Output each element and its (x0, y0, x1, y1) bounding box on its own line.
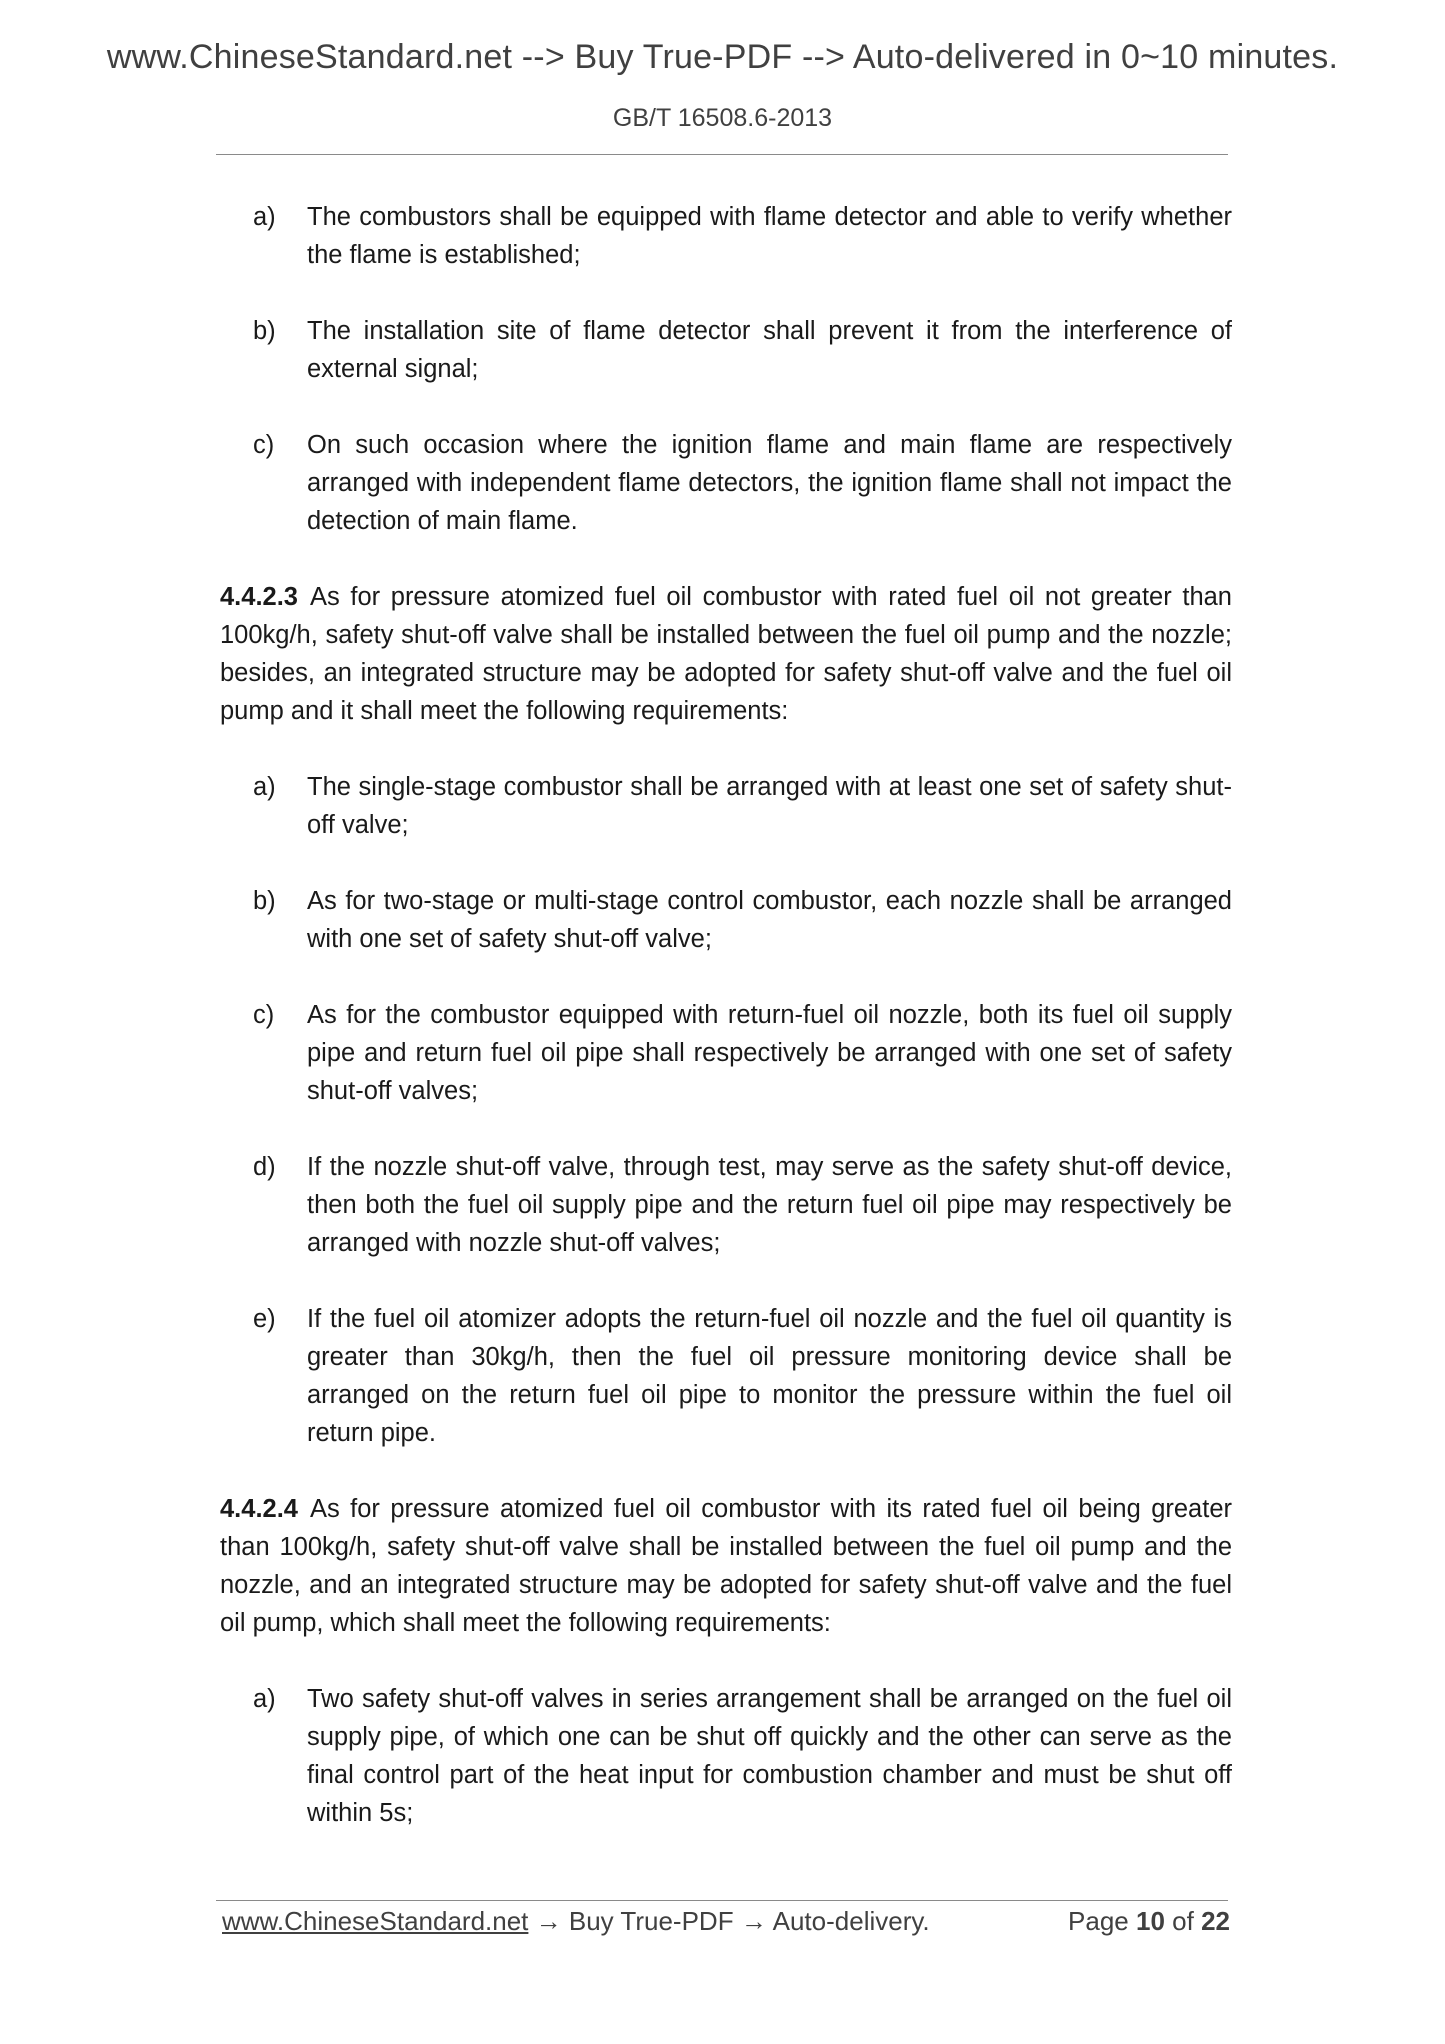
list-item (220, 882, 1232, 958)
clause-number: 4.4.2.4 (220, 1495, 298, 1523)
list-item (220, 426, 1232, 540)
footer-promo (222, 1906, 930, 1937)
site-banner: www.ChineseStandard.net --> Buy True-PDF --> Auto-delivered in 0~10 minutes. (106, 38, 1339, 76)
list-item (220, 1300, 1232, 1452)
document-id: GB/T 16508.6-2013 (612, 104, 833, 132)
clause-text: As for pressure atomized fuel oil combustor with rated fuel oil not greater than 100kg/h, safety shut-off valve shall be installed between the fuel oil pump and the nozzle; besides, an integrated structure may be adopted for safety shut-off valve and the fuel oil pump and it shall meet the following requirements: (220, 583, 1232, 725)
page-word: Page (1068, 1906, 1129, 1936)
clause-4-4-2-4 (220, 1490, 1232, 1642)
list-item-text: Two safety shut-off valves in series arrangement shall be arranged on the fuel oil supply pipe, of which one can be shut off quickly and the other can serve as the final control part of the heat input for combustion chamber and must be shut off within 5s; (307, 1685, 1232, 1827)
clause-number: 4.4.2.3 (220, 583, 298, 611)
list-item-label: a) (253, 773, 276, 801)
footer-buy-text: Buy True-PDF (568, 1906, 734, 1936)
list-item-label: b) (253, 887, 276, 915)
list-item-label: d) (253, 1153, 276, 1181)
list-item (220, 198, 1232, 274)
list-item-text: If the fuel oil atomizer adopts the return-fuel oil nozzle and the fuel oil quantity is greater than 30kg/h, then the fuel oil pressure monitoring device shall be arranged on the return fuel oil pipe to monitor the pressure within the fuel oil return pipe. (307, 1305, 1232, 1447)
list-item (220, 768, 1232, 844)
clause-4-4-2-3 (220, 578, 1232, 730)
page-total: 22 (1201, 1906, 1230, 1936)
list-item-label: b) (253, 317, 276, 345)
list-item-text: If the nozzle shut-off valve, through test, may serve as the safety shut-off device, then both the fuel oil supply pipe and the return fuel oil pipe may respectively be arranged with nozzle shut-off valves; (307, 1153, 1232, 1257)
header-divider (216, 154, 1228, 155)
list-item-label: e) (253, 1305, 276, 1333)
list-item-text: The single-stage combustor shall be arranged with at least one set of safety shut-off valve; (307, 773, 1232, 839)
arrow-right-icon: → (535, 1906, 562, 1936)
page-current: 10 (1136, 1906, 1165, 1936)
clause-text: As for pressure atomized fuel oil combustor with its rated fuel oil being greater than 100kg/h, safety shut-off valve shall be installed between the fuel oil pump and the nozzle, and an integrated structure may be adopted for safety shut-off valve and the fuel oil pump, which shall meet the following requirements: (220, 1495, 1232, 1637)
footer-divider (216, 1900, 1228, 1901)
list-item (220, 1148, 1232, 1262)
list-item (220, 1680, 1232, 1832)
footer-auto-text: Auto-delivery. (772, 1906, 930, 1936)
list-item-text: On such occasion where the ignition flame and main flame are respectively arranged with independent flame detectors, the ignition flame shall not impact the detection of main flame. (307, 431, 1232, 535)
footer-site-link[interactable]: www.ChineseStandard.net (222, 1906, 529, 1936)
of-word: of (1172, 1906, 1194, 1936)
list-item-text: The combustors shall be equipped with flame detector and able to verify whether the flame is established; (307, 203, 1232, 269)
page-number (1068, 1906, 1230, 1937)
arrow-right-icon: → (740, 1906, 767, 1936)
list-item (220, 996, 1232, 1110)
list-item-label: a) (253, 203, 276, 231)
list-item-text: The installation site of flame detector shall prevent it from the interference of external signal; (307, 317, 1232, 383)
list-item-label: c) (253, 1001, 275, 1029)
list-item-text: As for two-stage or multi-stage control combustor, each nozzle shall be arranged with one set of safety shut-off valve; (307, 887, 1232, 953)
list-item-label: c) (253, 431, 275, 459)
list-item-text: As for the combustor equipped with return-fuel oil nozzle, both its fuel oil supply pipe and return fuel oil pipe shall respectively be arranged with one set of safety shut-off valves; (307, 1001, 1232, 1105)
list-item-label: a) (253, 1685, 276, 1713)
page-body (220, 198, 1232, 1870)
list-item (220, 312, 1232, 388)
